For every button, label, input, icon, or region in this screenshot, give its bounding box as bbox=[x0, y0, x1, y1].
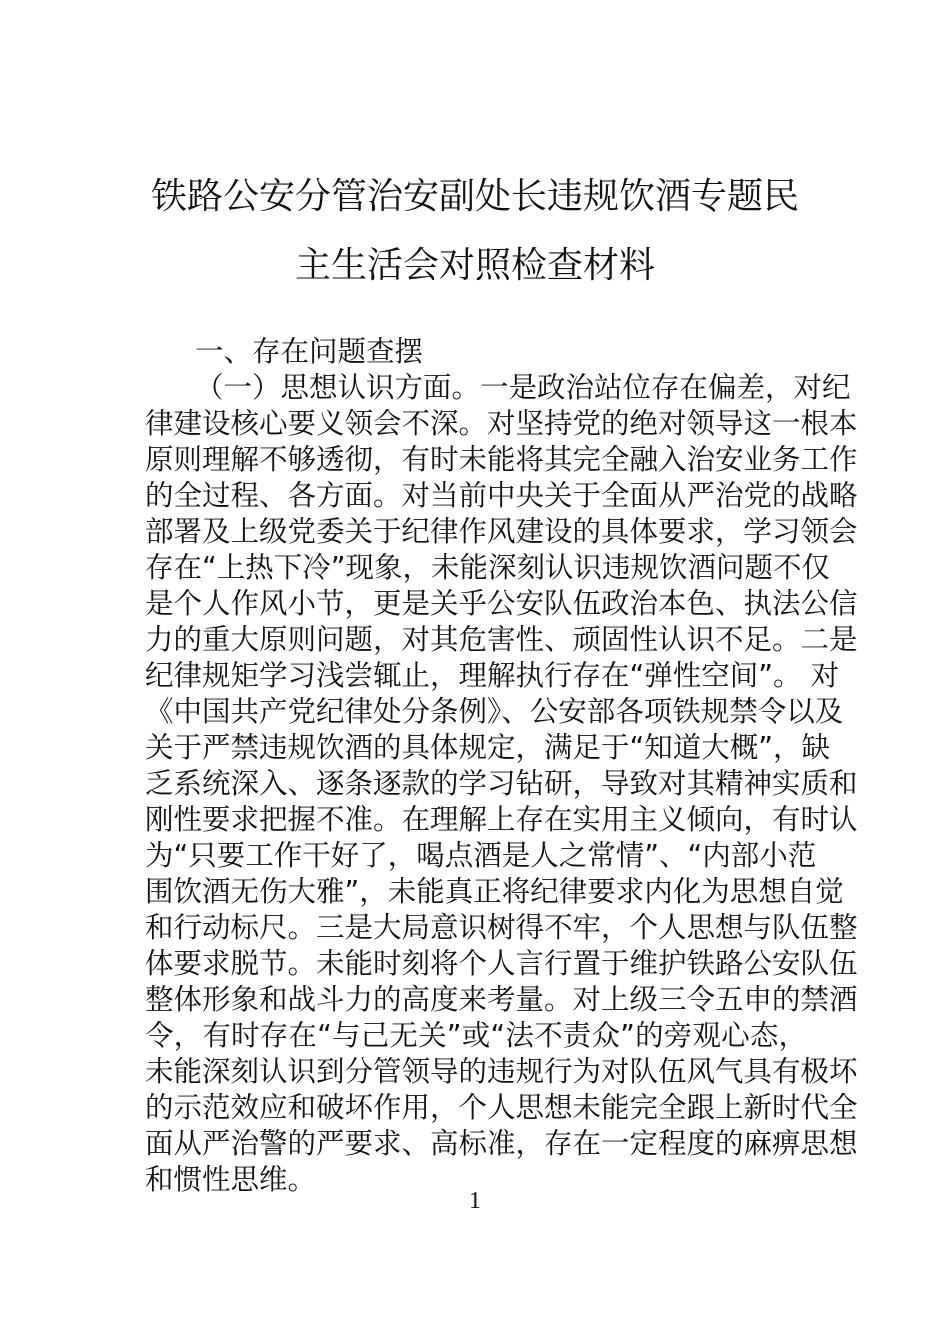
paragraph-line: 令，有时存在“与己无关”或“法不责众”的旁观心态， bbox=[145, 1019, 807, 1052]
document-title-line-2: 主生活会对照检查材料 bbox=[294, 245, 655, 286]
paragraph-line: 和惯性思维。 bbox=[145, 1163, 317, 1196]
paragraph-line: 刚性要求把握不准。在理解上存在实用主义倾向，有时认 bbox=[145, 803, 858, 836]
paragraph-line: 整体形象和战斗力的高度来考量。对上级三令五申的禁酒 bbox=[145, 983, 858, 1016]
paragraph-line: 未能深刻认识到分管领导的违规行为对队伍风气具有极坏 bbox=[145, 1055, 858, 1088]
paragraph-line: 的全过程、各方面。对当前中央关于全面从严治党的战略 bbox=[145, 479, 858, 512]
paragraph-line: 为“只要工作干好了，喝点酒是人之常情”、“内部小范 bbox=[145, 839, 817, 872]
paragraph-line: 律建设核心要义领会不深。对坚持党的绝对领导这一根本 bbox=[145, 407, 858, 440]
section-heading: 一、存在问题查摆 bbox=[195, 335, 424, 368]
paragraph-line: 围饮酒无伤大雅”，未能真正将纪律要求内化为思想自觉 bbox=[145, 875, 844, 908]
paragraph-line: 关于严禁违规饮酒的具体规定，满足于“知道大概”，缺 bbox=[145, 731, 831, 764]
paragraph-line: 纪律规矩学习浅尝辄止，理解执行存在“弹性空间”。 对 bbox=[145, 659, 840, 692]
paragraph-line: 是个人作风小节，更是关乎公安队伍政治本色、执法公信 bbox=[145, 587, 858, 620]
document-body bbox=[145, 334, 858, 1198]
paragraph-line: 面从严治警的严要求、高标准，存在一定程度的麻痹思想 bbox=[145, 1127, 858, 1160]
paragraph-line: 《中国共产党纪律处分条例》、公安部各项铁规禁令以及 bbox=[145, 695, 844, 728]
paragraph-line: 部署及上级党委关于纪律作风建设的具体要求，学习领会 bbox=[145, 515, 858, 548]
document-title-line-1: 铁路公安分管治安副处长违规饮酒专题民 bbox=[150, 176, 799, 217]
paragraph-line: 体要求脱节。未能时刻将个人言行置于维护铁路公安队伍 bbox=[145, 947, 858, 980]
paragraph-line: 原则理解不够透彻，有时未能将其完全融入治安业务工作 bbox=[145, 443, 858, 476]
paragraph bbox=[145, 370, 858, 1198]
paragraph-line: 和行动标尺。三是大局意识树得不牢，个人思想与队伍整 bbox=[145, 911, 858, 944]
paragraph-line: 的示范效应和破坏作用，个人思想未能完全跟上新时代全 bbox=[145, 1091, 858, 1124]
page-number: 1 bbox=[469, 1188, 481, 1214]
paragraph-line: （一）思想认识方面。一是政治站位存在偏差，对纪 bbox=[195, 371, 851, 404]
paragraph-line: 力的重大原则问题，对其危害性、顽固性认识不足。二是 bbox=[145, 623, 858, 656]
paragraph-line: 存在“上热下冷”现象，未能深刻认识违规饮酒问题不仅 bbox=[145, 551, 831, 584]
paragraph-line: 乏系统深入、逐条逐款的学习钻研，导致对其精神实质和 bbox=[145, 767, 858, 800]
